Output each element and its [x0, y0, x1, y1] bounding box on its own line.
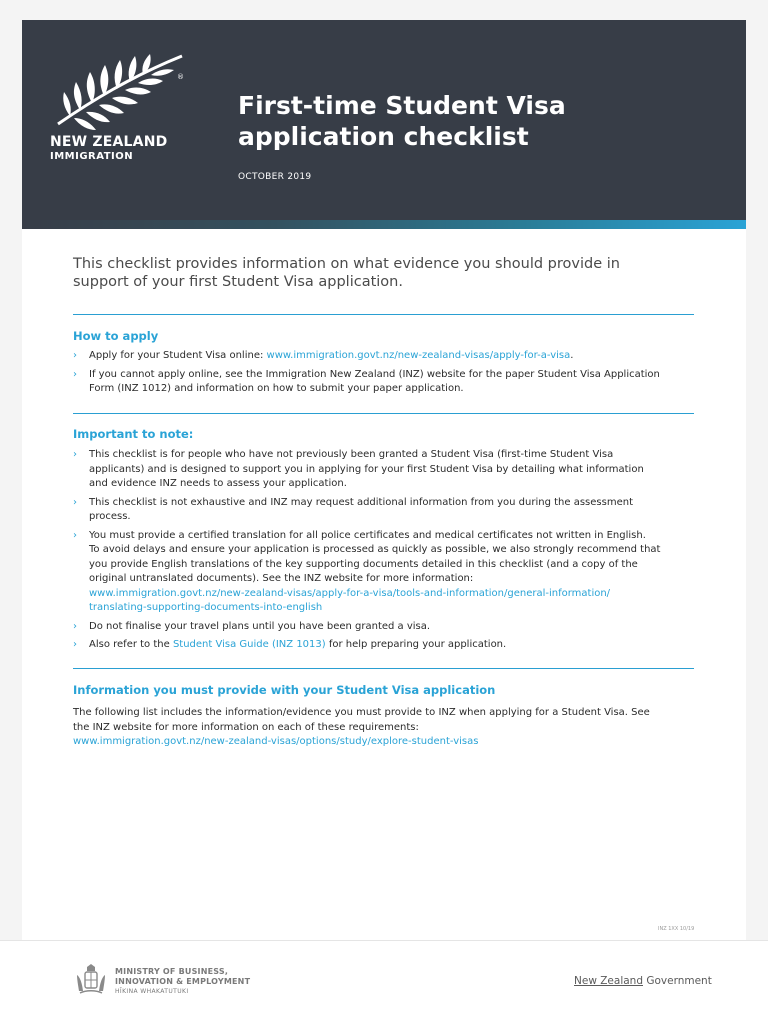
divider [73, 413, 694, 414]
explore-student-visas-link[interactable]: www.immigration.govt.nz/new-zealand-visas/options/study/explore-student-visas [73, 736, 479, 747]
list-item [73, 620, 698, 635]
item-text: applicants) and is designed to support you in applying for your first Student Visa by detailing what information [89, 463, 644, 475]
item-text: You must provide a certified translation for all police certificates and medical certificates not written in English. [89, 529, 646, 541]
item-text: Apply for your Student Visa online: [89, 350, 267, 361]
how-to-apply-list [73, 349, 698, 401]
chevron-right-icon: › [73, 639, 77, 650]
document-title [238, 90, 658, 152]
information-paragraph [73, 706, 698, 750]
chevron-right-icon: › [73, 496, 77, 508]
list-item [73, 638, 698, 653]
chevron-right-icon: › [73, 449, 77, 460]
chevron-right-icon: › [73, 529, 77, 541]
item-text: original untranslated documents). See the INZ website for more information: [89, 573, 474, 584]
item-text: and evidence INZ needs to assess your application. [89, 478, 347, 489]
mbie-name-line-1: MINISTRY OF BUSINESS, [115, 967, 229, 976]
student-visa-guide-link[interactable]: Student Visa Guide (INZ 1013) [172, 639, 326, 650]
nz-government-logo [574, 975, 712, 987]
list-item [73, 448, 698, 492]
item-text: If you cannot apply online, see the Immigration New Zealand (INZ) website for the paper Student Visa Application [89, 368, 660, 380]
divider [73, 314, 694, 315]
mbie-maori-name: HĪKINA WHAKATUTUKI [115, 988, 189, 995]
item-text: you provide English translations of the key supporting documents detailed in this checklist (and a copy of the [89, 558, 638, 570]
item-text: This checklist is not exhaustive and INZ may request additional information from you during the assessment [89, 496, 633, 508]
registered-mark: ® [177, 73, 184, 81]
item-text: process. [89, 511, 131, 522]
divider [73, 668, 694, 669]
intro-paragraph [73, 255, 673, 291]
item-text: Form (INZ 1012) and information on how to submit your paper application. [89, 383, 464, 394]
form-code: INZ 1XX 10/19 [658, 926, 695, 932]
list-item [73, 529, 698, 616]
paragraph-line-2: the INZ website for more information on each of these requirements: [73, 721, 419, 733]
title-line-1: First-time Student Visa [238, 91, 566, 120]
paragraph-line-1: The following list includes the information/evidence you must provide to INZ when applying for a Student Visa. See [73, 707, 650, 718]
intro-line-2: support of your first Student Visa application. [73, 274, 403, 290]
header-gradient-strip [22, 220, 746, 229]
list-item [73, 368, 698, 397]
important-list [73, 448, 698, 657]
nz-government-part-1: New Zealand [574, 975, 643, 987]
item-text: for help preparing your application. [325, 639, 507, 650]
important-heading: Important to note: [73, 427, 194, 441]
page-background-left [0, 0, 22, 940]
document-date: OCTOBER 2019 [238, 172, 312, 182]
apply-online-link[interactable]: www.immigration.govt.nz/new-zealand-visas/apply-for-a-visa [266, 350, 571, 361]
item-text: To avoid delays and ensure your application is processed as quickly as possible, we also strongly recommend that [89, 544, 661, 555]
item-text: . [570, 350, 574, 361]
chevron-right-icon: › [73, 368, 77, 380]
item-text: This checklist is for people who have not previously been granted a Student Visa (first-time Student Visa [89, 449, 614, 460]
translation-link-line-1[interactable]: www.immigration.govt.nz/new-zealand-visas/apply-for-a-visa/tools-and-information/general-information/ [89, 587, 611, 599]
intro-line-1: This checklist provides information on what evidence you should provide in [73, 256, 620, 272]
item-text: Do not finalise your travel plans until you have been granted a visa. [89, 620, 431, 632]
information-heading: Information you must provide with your Student Visa application [73, 683, 496, 697]
list-item [73, 349, 698, 364]
page-background-top [0, 0, 768, 20]
silver-fern-icon [50, 52, 190, 132]
item-text: Also refer to the [89, 639, 173, 650]
nz-government-part-2: Government [643, 975, 712, 987]
nz-coat-of-arms-icon [74, 963, 108, 997]
how-to-apply-heading: How to apply [73, 329, 159, 343]
logo-subtitle: IMMIGRATION [50, 151, 134, 162]
chevron-right-icon: › [73, 350, 77, 361]
logo-wordmark: NEW ZEALAND [50, 134, 168, 150]
list-item [73, 496, 698, 525]
chevron-right-icon: › [73, 620, 77, 632]
page-background-right [746, 0, 768, 940]
mbie-name-line-2: INNOVATION & EMPLOYMENT [115, 977, 251, 986]
translation-link-line-2[interactable]: translating-supporting-documents-into-english [89, 602, 323, 613]
title-line-2: application checklist [238, 122, 529, 151]
